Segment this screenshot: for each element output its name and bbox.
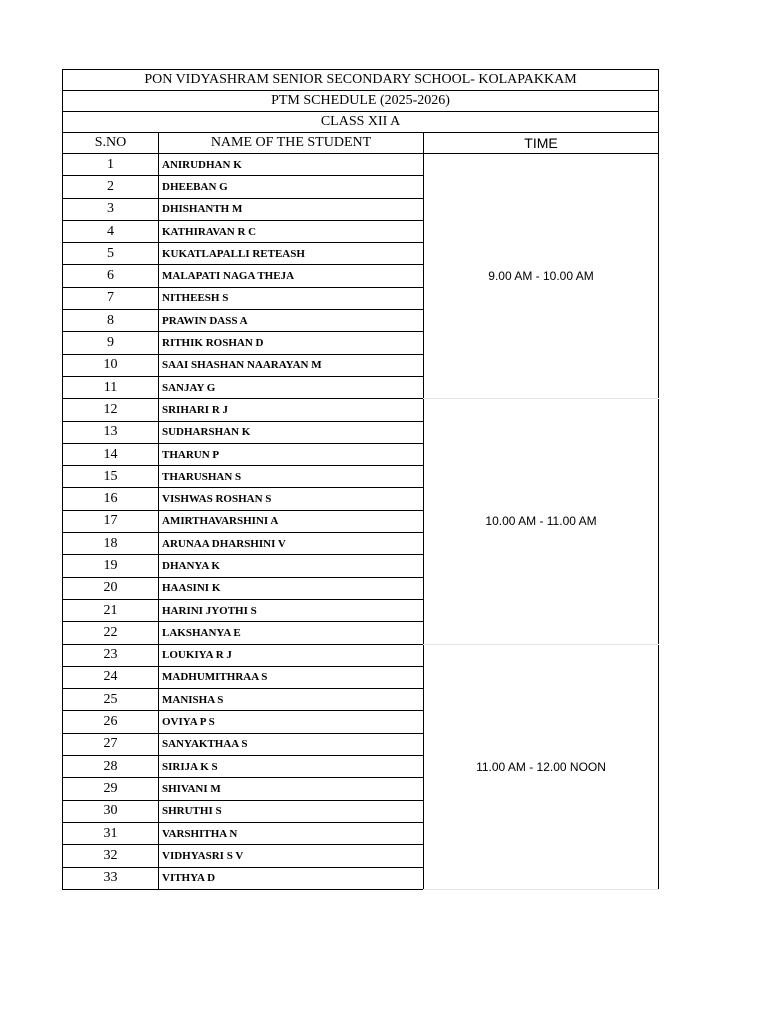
student-name: SHRUTHI S xyxy=(159,800,424,822)
serial-number: 1 xyxy=(63,154,159,176)
serial-number: 9 xyxy=(63,332,159,354)
serial-number: 10 xyxy=(63,354,159,376)
class-name: CLASS XII A xyxy=(63,112,659,133)
student-name: LAKSHANYA E xyxy=(159,622,424,644)
serial-number: 18 xyxy=(63,533,159,555)
table-body xyxy=(63,70,659,890)
student-name: KATHIRAVAN R C xyxy=(159,220,424,242)
school-name: PON VIDYASHRAM SENIOR SECONDARY SCHOOL- KOLAPAKKAM xyxy=(63,70,659,91)
serial-number: 29 xyxy=(63,778,159,800)
serial-number: 24 xyxy=(63,666,159,688)
serial-number: 20 xyxy=(63,577,159,599)
serial-number: 17 xyxy=(63,510,159,532)
column-header-sno: S.NO xyxy=(63,133,159,154)
serial-number: 23 xyxy=(63,644,159,666)
student-name: MANISHA S xyxy=(159,689,424,711)
student-name: SIRIJA K S xyxy=(159,756,424,778)
student-name: ANIRUDHAN K xyxy=(159,154,424,176)
student-name: SANYAKTHAA S xyxy=(159,733,424,755)
time-slot: 10.00 AM - 11.00 AM xyxy=(424,399,659,644)
student-name: LOUKIYA R J xyxy=(159,644,424,666)
serial-number: 14 xyxy=(63,443,159,465)
student-name: THARUSHAN S xyxy=(159,466,424,488)
serial-number: 3 xyxy=(63,198,159,220)
serial-number: 19 xyxy=(63,555,159,577)
student-name: SRIHARI R J xyxy=(159,399,424,421)
student-name: HAASINI K xyxy=(159,577,424,599)
student-name: OVIYA P S xyxy=(159,711,424,733)
serial-number: 7 xyxy=(63,287,159,309)
serial-number: 30 xyxy=(63,800,159,822)
student-name: VARSHITHA N xyxy=(159,822,424,844)
student-name: VIDHYASRI S V xyxy=(159,845,424,867)
column-header-time: TIME xyxy=(424,133,659,154)
serial-number: 15 xyxy=(63,466,159,488)
student-name: DHEEBAN G xyxy=(159,176,424,198)
school-name-row xyxy=(63,70,659,91)
table-row xyxy=(63,154,659,176)
serial-number: 26 xyxy=(63,711,159,733)
serial-number: 33 xyxy=(63,867,159,889)
serial-number: 8 xyxy=(63,310,159,332)
student-name: SHIVANI M xyxy=(159,778,424,800)
schedule-title: PTM SCHEDULE (2025-2026) xyxy=(63,91,659,112)
student-name: THARUN P xyxy=(159,443,424,465)
serial-number: 25 xyxy=(63,689,159,711)
serial-number: 4 xyxy=(63,220,159,242)
student-name: SAAI SHASHAN NAARAYAN M xyxy=(159,354,424,376)
serial-number: 22 xyxy=(63,622,159,644)
serial-number: 27 xyxy=(63,733,159,755)
serial-number: 5 xyxy=(63,243,159,265)
ptm-schedule-table xyxy=(62,69,659,890)
student-name: NITHEESH S xyxy=(159,287,424,309)
serial-number: 11 xyxy=(63,376,159,398)
student-name: HARINI JYOTHI S xyxy=(159,599,424,621)
class-name-row xyxy=(63,112,659,133)
student-name: MADHUMITHRAA S xyxy=(159,666,424,688)
table-row xyxy=(63,644,659,666)
serial-number: 28 xyxy=(63,756,159,778)
column-header-name: NAME OF THE STUDENT xyxy=(159,133,424,154)
student-name: MALAPATI NAGA THEJA xyxy=(159,265,424,287)
schedule-title-row xyxy=(63,91,659,112)
student-name: DHANYA K xyxy=(159,555,424,577)
student-name: SUDHARSHAN K xyxy=(159,421,424,443)
serial-number: 16 xyxy=(63,488,159,510)
serial-number: 32 xyxy=(63,845,159,867)
table-row xyxy=(63,399,659,421)
student-name: DHISHANTH M xyxy=(159,198,424,220)
serial-number: 13 xyxy=(63,421,159,443)
serial-number: 21 xyxy=(63,599,159,621)
student-name: PRAWIN DASS A xyxy=(159,310,424,332)
serial-number: 6 xyxy=(63,265,159,287)
student-name: VISHWAS ROSHAN S xyxy=(159,488,424,510)
student-name: SANJAY G xyxy=(159,376,424,398)
serial-number: 31 xyxy=(63,822,159,844)
student-name: VITHYA D xyxy=(159,867,424,889)
student-name: RITHIK ROSHAN D xyxy=(159,332,424,354)
serial-number: 2 xyxy=(63,176,159,198)
column-header-row xyxy=(63,133,659,154)
time-slot: 11.00 AM - 12.00 NOON xyxy=(424,644,659,889)
serial-number: 12 xyxy=(63,399,159,421)
student-name: KUKATLAPALLI RETEASH xyxy=(159,243,424,265)
student-name: ARUNAA DHARSHINI V xyxy=(159,533,424,555)
time-slot: 9.00 AM - 10.00 AM xyxy=(424,154,659,399)
student-name: AMIRTHAVARSHINI A xyxy=(159,510,424,532)
